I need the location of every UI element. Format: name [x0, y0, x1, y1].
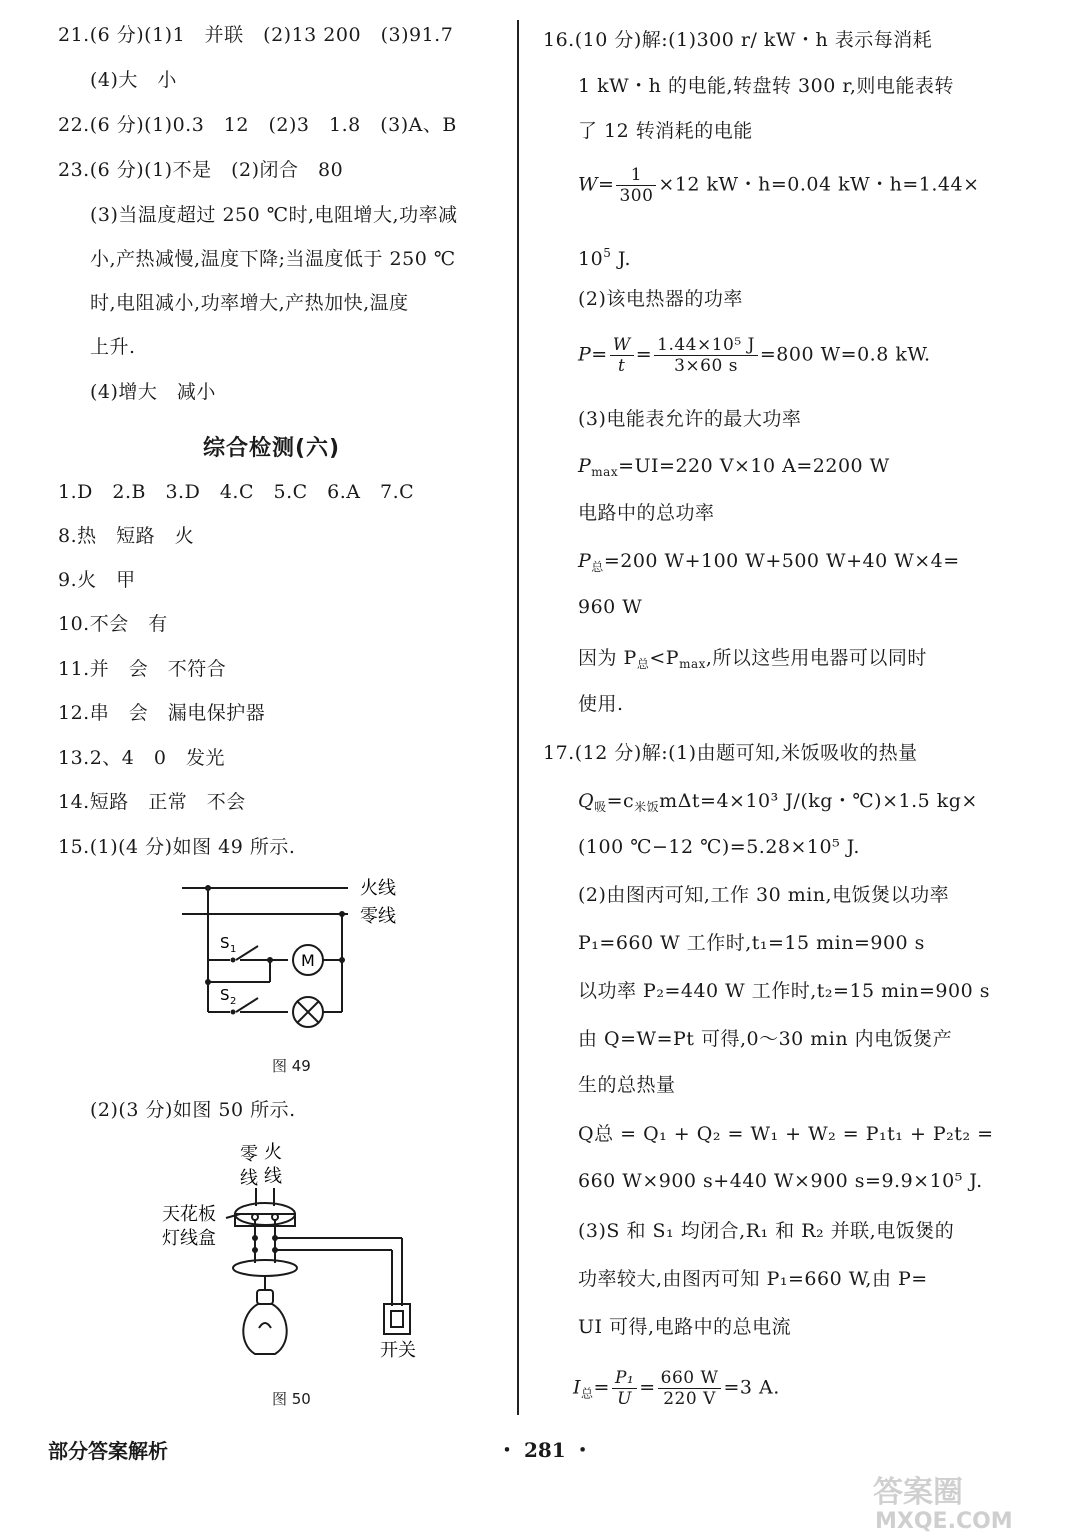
watermark-url: MXQE.COM [875, 1509, 1013, 1532]
conclusion-part-b: <P [649, 647, 680, 669]
switch-s2-subscript: 2 [230, 996, 237, 1007]
q17-part2-line1: (2)由图丙可知,工作 30 min,电饭煲以功率 [578, 884, 950, 906]
neutral-label-bottom: 线 [240, 1168, 258, 1189]
fraction-numerator: 1 [616, 165, 656, 186]
q9-answer: 9.火 甲 [58, 569, 136, 591]
total-power-value: 960 W [578, 596, 643, 618]
fraction-numerator: P₁ [612, 1368, 637, 1389]
conclusion-line [578, 645, 927, 677]
heat-rhs: mΔt=4×10³ J/(kg・℃)×1.5 kg× [659, 790, 978, 812]
motor-label: M [301, 951, 315, 970]
max-power-subscript: max [591, 465, 619, 479]
total-power-symbol: P [578, 550, 592, 572]
multiple-choice-answers: 1.D 2.B 3.D 4.C 5.C 6.A 7.C [58, 481, 415, 503]
q10-answer: 10.不会 有 [58, 613, 168, 635]
max-power-equation [578, 453, 890, 485]
heat-mid: =c [606, 790, 635, 812]
q23-answer-line5: 上升. [90, 336, 136, 358]
fig50-caption: 图 50 [272, 1390, 311, 1408]
equals-sign: = [635, 343, 653, 366]
total-power-rhs: =200 W+100 W+500 W+40 W×4= [603, 550, 960, 572]
conclusion-part-c: ,所以这些用电器可以同时 [705, 647, 927, 669]
q15-part2: (2)(3 分)如图 50 所示. [90, 1099, 296, 1121]
max-power-symbol: P [578, 455, 592, 477]
q23-answer-line6: (4)增大 减小 [90, 381, 216, 403]
energy-base: 10 [578, 248, 604, 270]
q16-intro-line2: 1 kW・h 的电能,转盘转 300 r,则电能表转 [578, 75, 954, 97]
q17-part2-line5: 生的总热量 [578, 1074, 676, 1096]
q23-answer: 23.(6 分)(1)不是 (2)闭合 80 [58, 159, 344, 181]
energy-exponent: 5 [603, 246, 612, 260]
watermark-text: 答案圈 [873, 1475, 963, 1510]
heat-symbol: Q [578, 790, 595, 812]
fraction-660-over-220 [658, 1368, 722, 1409]
live-label-top: 火 [264, 1142, 282, 1163]
q15-part1: 15.(1)(4 分)如图 49 所示. [58, 836, 296, 858]
q23-answer-line2: (3)当温度超过 250 ℃时,电阻增大,功率减 [90, 204, 458, 226]
power-equation [578, 335, 931, 376]
ceiling-box-label-1: 天花板 [162, 1204, 216, 1225]
live-label-bottom: 线 [264, 1166, 282, 1187]
equals-sign: = [593, 1376, 610, 1399]
q17-intro: 17.(12 分)解:(1)由题可知,米饭吸收的热量 [543, 742, 918, 764]
conclusion-part-a: 因为 P [578, 647, 637, 669]
power-equation-rhs: =800 W=0.8 kW. [759, 343, 931, 366]
fraction-denominator: 300 [619, 186, 654, 206]
q22-answer: 22.(6 分)(1)0.3 12 (2)3 1.8 (3)A、B [58, 114, 457, 136]
circuit-diagram-fig49 [170, 872, 420, 1047]
heat-absorbed-equation [578, 788, 978, 820]
q11-answer: 11.并 会 不符合 [58, 658, 227, 680]
fraction-denominator: 220 V [663, 1389, 716, 1409]
total-power-equation [578, 548, 960, 580]
neutral-label-top: 零 [240, 1144, 258, 1165]
q23-answer-line3: 小,产热减慢,温度下降;当温度低于 250 ℃ [90, 248, 456, 270]
fraction-denominator: 3×60 s [674, 356, 738, 376]
watermark-logo [865, 1470, 1055, 1532]
q16-intro-line3: 了 12 转消耗的电能 [578, 120, 753, 142]
fraction-numerator: W [610, 335, 634, 356]
page-number: ・ 281 ・ [497, 1438, 593, 1462]
q17-part2-line7: 660 W×900 s+440 W×900 s=9.9×10⁵ J. [578, 1170, 983, 1192]
max-power-rhs: =UI=220 V×10 A=2200 W [618, 455, 890, 477]
lamp-wiring-diagram-fig50 [160, 1138, 430, 1378]
neutral-wire-label: 零线 [360, 906, 396, 927]
power-equation-lhs: P= [578, 343, 608, 366]
fraction-numerator: 660 W [658, 1368, 722, 1389]
heat-subscript: 吸 [594, 800, 607, 814]
total-power-subscript: 总 [591, 560, 604, 574]
energy-unit: J. [611, 248, 632, 270]
conclusion-sub-1: 总 [636, 657, 650, 671]
switch-s1-label: S [220, 934, 230, 952]
q21-answer-cont: (4)大 小 [90, 69, 177, 91]
switch-s2-label: S [220, 986, 230, 1004]
q17-part3-line1: (3)S 和 S₁ 均闭合,R₁ 和 R₂ 并联,电饭煲的 [578, 1220, 955, 1242]
q17-part2-line4: 由 Q=W=Pt 可得,0～30 min 内电饭煲产 [578, 1028, 953, 1050]
q17-part3-line3: UI 可得,电路中的总电流 [578, 1316, 792, 1338]
live-wire-label: 火线 [360, 878, 396, 899]
energy-equation-rhs: ×12 kW・h=0.04 kW・h=1.44× [658, 173, 980, 196]
conclusion-line-2: 使用. [578, 693, 624, 715]
ceiling-box-label-2: 灯线盒 [162, 1228, 216, 1249]
q8-answer: 8.热 短路 火 [58, 525, 195, 547]
equals-sign: = [639, 1376, 656, 1399]
heat-absorbed-cont: (100 ℃−12 ℃)=5.28×10⁵ J. [578, 836, 860, 858]
current-rhs: =3 A. [723, 1376, 780, 1399]
q23-answer-line4: 时,电阻减小,功率增大,产热加快,温度 [90, 292, 409, 314]
q17-part3-line2: 功率较大,由图丙可知 P₁=660 W,由 P= [578, 1268, 928, 1290]
fraction-energy-over-time [654, 335, 758, 376]
fraction-w-over-t [610, 335, 634, 376]
column-divider [517, 20, 519, 1415]
energy-equation-cont [578, 240, 631, 272]
q21-answer: 21.(6 分)(1)1 并联 (2)13 200 (3)91.7 [58, 24, 454, 46]
q14-answer: 14.短路 正常 不会 [58, 791, 246, 813]
q17-part2-line3: 以功率 P₂=440 W 工作时,t₂=15 min=900 s [578, 980, 990, 1002]
rice-subscript: 米饭 [634, 800, 660, 814]
q17-part2-line2: P₁=660 W 工作时,t₁=15 min=900 s [578, 932, 925, 954]
q12-answer: 12.串 会 漏电保护器 [58, 702, 266, 724]
current-subscript: 总 [581, 1386, 594, 1401]
q16-part3: (3)电能表允许的最大功率 [578, 408, 802, 430]
conclusion-sub-2: max [679, 657, 706, 671]
fraction-denominator: t [618, 356, 626, 376]
fraction-1-over-300 [616, 165, 656, 206]
q16-intro: 16.(10 分)解:(1)300 r/ kW・h 表示每消耗 [543, 29, 933, 51]
switch-s1-subscript: 1 [230, 944, 237, 955]
fraction-numerator: 1.44×10⁵ J [654, 335, 758, 356]
q17-part2-line6: Q总 = Q₁ + Q₂ = W₁ + W₂ = P₁t₁ + P₂t₂ = [578, 1123, 994, 1145]
current-symbol: I [573, 1376, 582, 1399]
fraction-denominator: U [617, 1389, 632, 1409]
footer-section-label: 部分答案解析 [48, 1439, 168, 1463]
q16-part2: (2)该电热器的功率 [578, 288, 743, 310]
current-equation [573, 1368, 780, 1409]
switch-label: 开关 [380, 1340, 416, 1361]
fraction-p-over-u [612, 1368, 637, 1409]
q13-answer: 13.2、4 0 发光 [58, 747, 225, 769]
total-power-label: 电路中的总功率 [578, 502, 715, 524]
fig49-caption: 图 49 [272, 1057, 311, 1075]
section-title: 综合检测(六) [203, 436, 341, 461]
energy-equation [578, 165, 980, 206]
energy-equation-lhs: W= [578, 173, 615, 196]
